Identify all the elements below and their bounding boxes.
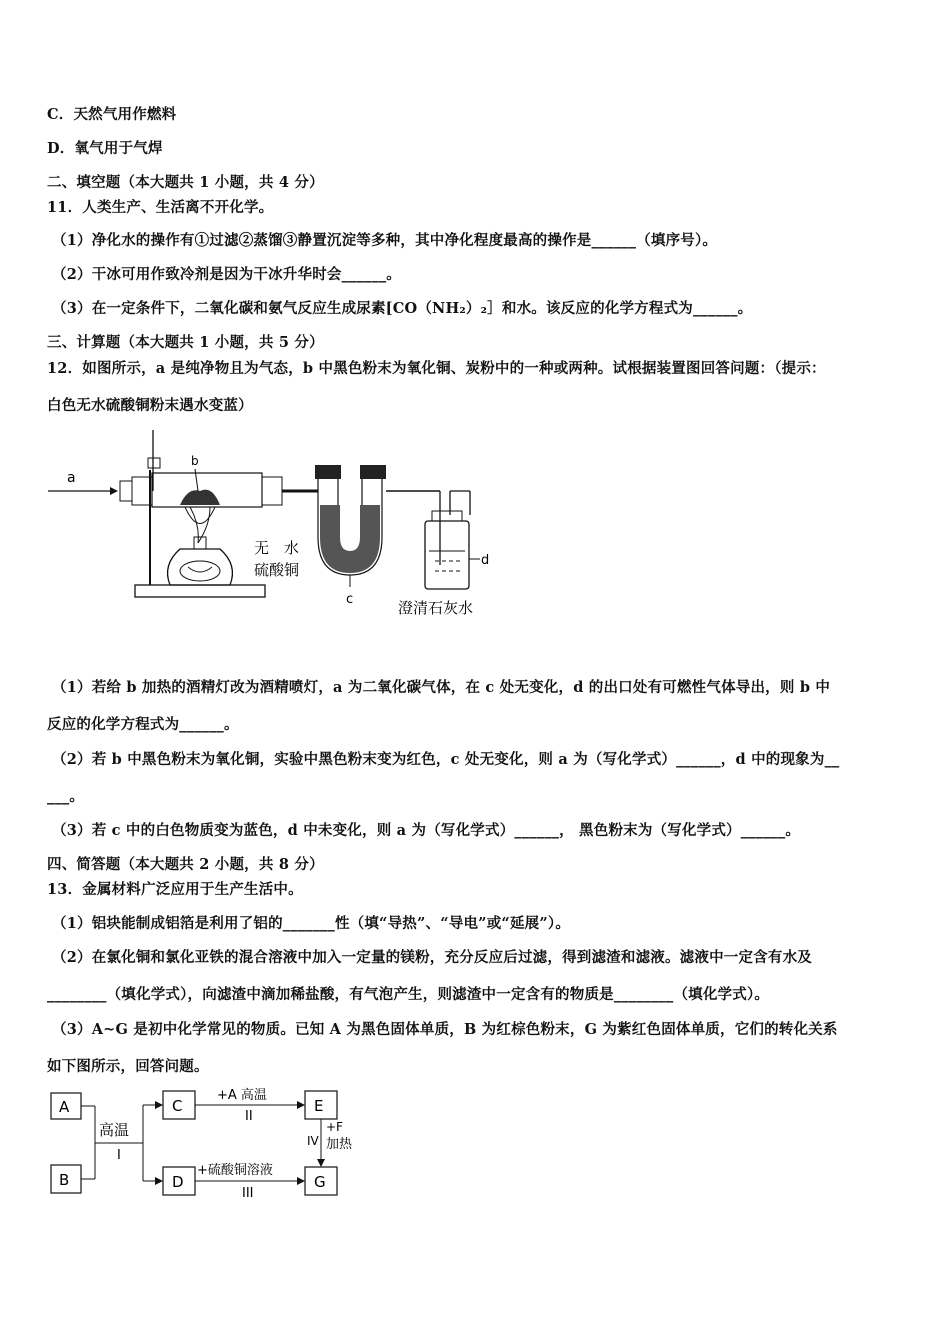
question-13-part-2a: （2）在氯化铜和氯化亚铁的混合溶液中加入一定量的镁粉，充分反应后过滤，得到滤渣和滤液。滤液中一定含有水及 [52, 949, 812, 966]
question-12-part-3: （3）若 c 中的白色物质变为蓝色，d 中未变化，则 a 为（写化学式）______， 黑色粉末为（写化学式）______。 [52, 822, 801, 839]
condition-heat: 加热 [326, 1137, 353, 1152]
question-12-part-1a: （1）若给 b 加热的酒精灯改为酒精喷灯，a 为二氧化碳气体，在 c 处无变化，d 的出口处有可燃性气体导出，则 b 中 [52, 679, 831, 696]
question-12-hint: 白色无水硫酸铜粉末遇水变蓝） [47, 397, 253, 414]
question-11-part-2: （2）干冰可用作致冷剂是因为干冰升华时会______。 [52, 266, 401, 283]
condition-plus-a-high-temp: +A 高温 [217, 1088, 267, 1103]
question-12-part-1b: 反应的化学方程式为______。 [47, 716, 239, 733]
section-2-heading: 二、填空题（本大题共 1 小题，共 4 分） [47, 174, 324, 191]
node-e: E [314, 1097, 324, 1115]
node-g: G [314, 1173, 326, 1191]
condition-plus-f: +F [326, 1120, 343, 1134]
node-b: B [59, 1171, 70, 1189]
node-d: D [172, 1173, 184, 1191]
label-b: b [191, 454, 199, 468]
step-2: II [245, 1109, 253, 1124]
question-11-part-3: （3）在一定条件下，二氧化碳和氨气反应生成尿素[CO（NH₂）₂］和水。该反应的化学方程式为______。 [52, 300, 753, 317]
section-4-heading: 四、简答题（本大题共 2 小题，共 8 分） [47, 856, 324, 873]
question-11: 11．人类生产、生活离不开化学。 [47, 199, 274, 216]
step-1: I [117, 1148, 121, 1163]
node-c: C [172, 1097, 183, 1115]
question-13-part-3a: （3）A~G 是初中化学常见的物质。已知 A 为黑色固体单质，B 为红棕色粉末，G 为紫红色固体单质，它们的转化关系 [52, 1021, 838, 1038]
step-3: III [242, 1186, 254, 1201]
option-d: D．氧气用于气焊 [47, 140, 163, 157]
anhydrous-cuso4-label-1: 无 水 [254, 539, 300, 557]
section-3-heading: 三、计算题（本大题共 1 小题，共 5 分） [47, 334, 324, 351]
condition-cuso4-solution: +硫酸铜溶液 [197, 1163, 273, 1178]
label-c: c [346, 592, 354, 607]
anhydrous-cuso4-label-2: 硫酸铜 [254, 561, 300, 579]
limewater-label: 澄清石灰水 [398, 599, 474, 617]
node-a: A [59, 1098, 70, 1116]
condition-high-temp: 高温 [99, 1121, 130, 1139]
conversion-flowchart [45, 1085, 385, 1205]
question-11-part-1: （1）净化水的操作有①过滤②蒸馏③静置沉淀等多种，其中净化程度最高的操作是______（填序号）。 [52, 232, 718, 249]
question-13-part-1: （1）铝块能制成铝箔是利用了铝的_______性（填“导热”、“导电”或“延展”）。 [52, 915, 571, 932]
apparatus-diagram [40, 425, 510, 625]
label-d: d [481, 553, 490, 568]
step-4: IV [307, 1134, 319, 1148]
question-12: 12．如图所示，a 是纯净物且为气态，b 中黑色粉末为氧化铜、炭粉中的一种或两种。试根据装置图回答问题：（提示： [47, 360, 826, 377]
question-13-part-3b: 如下图所示，回答问题。 [47, 1058, 209, 1075]
question-13-part-2b: ________（填化学式），向滤渣中滴加稀盐酸，有气泡产生，则滤渣中一定含有的物质是________（填化学式）。 [47, 986, 770, 1003]
option-c: C．天然气用作燃料 [47, 106, 177, 123]
label-a: a [67, 470, 76, 486]
question-12-part-2b: ___。 [47, 788, 85, 805]
question-12-part-2a: （2）若 b 中黑色粉末为氧化铜，实验中黑色粉末变为红色，c 处无变化，则 a 为（写化学式）______，d 中的现象为__ [52, 751, 840, 768]
question-13: 13．金属材料广泛应用于生产生活中。 [47, 881, 303, 898]
